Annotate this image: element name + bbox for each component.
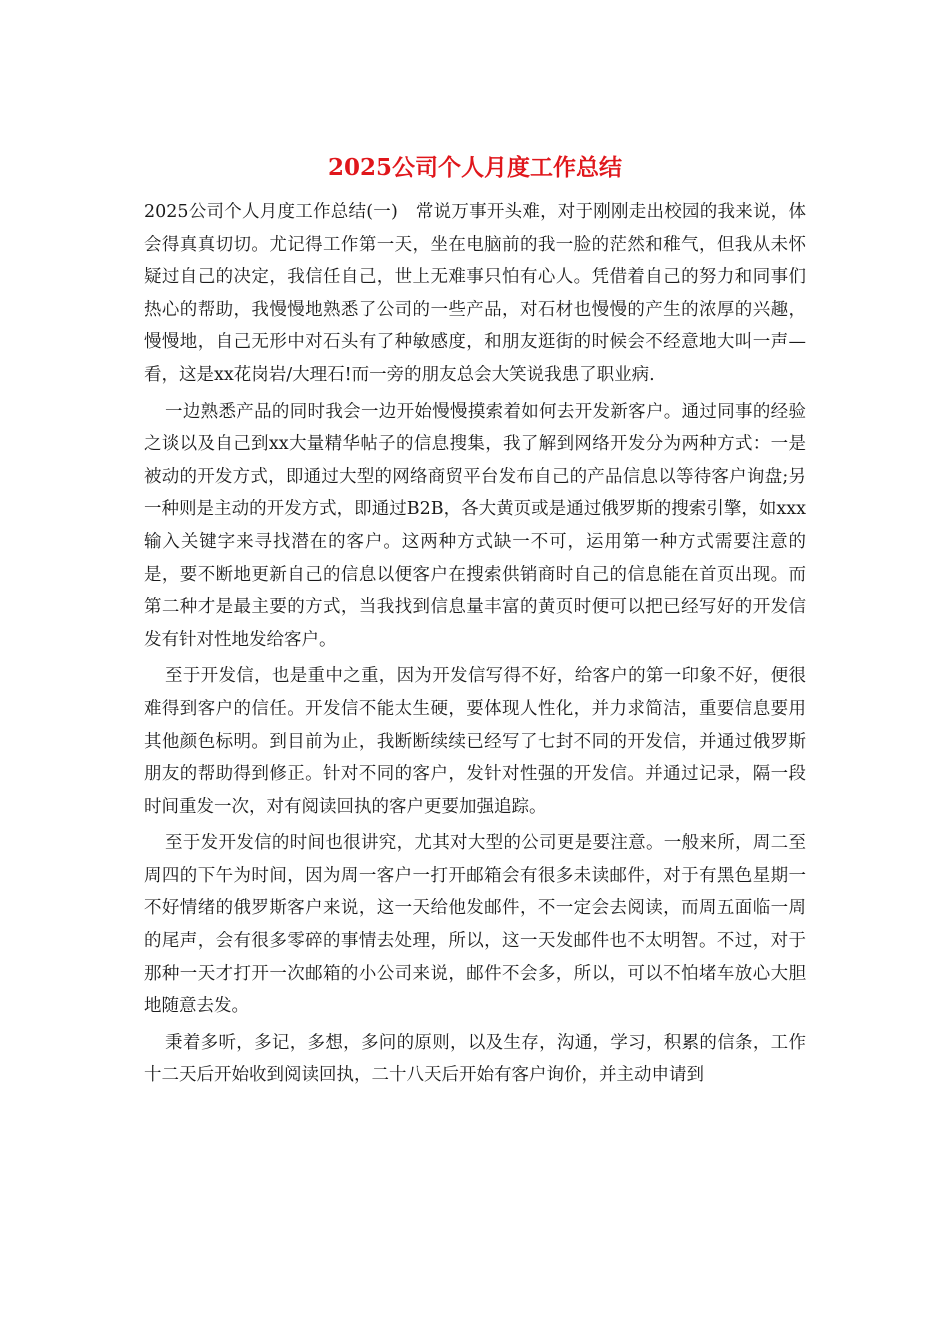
document-body — [144, 196, 806, 1096]
paragraph-1: 2025公司个人月度工作总结(一) 常说万事开头难，对于刚刚走出校园的我来说，体会得真真切切。尤记得工作第一天，坐在电脑前的我一脸的茫然和稚气，但我从未怀疑过自己的决定，我信任自己，世上无难事只怕有心人。凭借着自己的努力和同事们热心的帮助，我慢慢地熟悉了公司的一些产品，对石材也慢慢的产生的浓厚的兴趣，慢慢地，自己无形中对石头有了种敏感度，和朋友逛街的时候会不经意地大叫一声—看，这是xx花岗岩/大理石!而一旁的朋友总会大笑说我患了职业病. — [144, 202, 806, 385]
paragraph-5: 秉着多听，多记，多想，多问的原则，以及生存，沟通，学习，积累的信条，工作十二天后开始收到阅读回执，二十八天后开始有客户询价，并主动申请到 — [144, 1032, 806, 1086]
document-title: 2025公司个人月度工作总结 — [327, 154, 622, 181]
paragraph-3: 至于开发信，也是重中之重，因为开发信写得不好，给客户的第一印象不好，便很难得到客户的信任。开发信不能太生硬，要体现人性化，并力求简洁，重要信息要用其他颜色标明。到目前为止，我断断续续已经写了七封不同的开发信，并通过俄罗斯朋友的帮助得到修正。针对不同的客户，发针对性强的开发信。并通过记录，隔一段时间重发一次，对有阅读回执的客户更要加强追踪。 — [144, 666, 806, 817]
paragraph-2: 一边熟悉产品的同时我会一边开始慢慢摸索着如何去开发新客户。通过同事的经验之谈以及自己到xx大量精华帖子的信息搜集，我了解到网络开发分为两种方式：一是被动的开发方式，即通过大型的网络商贸平台发布自己的产品信息以等待客户询盘;另一种则是主动的开发方式，即通过B2B，各大黄页或是通过俄罗斯的搜索引擎，如xxx输入关键字来寻找潜在的客户。这两种方式缺一不可，运用第一种方式需要注意的是，要不断地更新自己的信息以便客户在搜索供销商时自己的信息能在首页出现。而第二种才是最主要的方式，当我找到信息量丰富的黄页时便可以把已经写好的开发信发有针对性地发给客户。 — [144, 401, 806, 650]
paragraph-4: 至于发开发信的时间也很讲究，尤其对大型的公司更是要注意。一般来所，周二至周四的下午为时间，因为周一客户一打开邮箱会有很多未读邮件，对于有黑色星期一不好情绪的俄罗斯客户来说，这一天给他发邮件，不一定会去阅读，而周五面临一周的尾声，会有很多零碎的事情去处理，所以，这一天发邮件也不太明智。不过，对于那种一天才打开一次邮箱的小公司来说，邮件不会多，所以，可以不怕堵车放心大胆地随意去发。 — [144, 833, 806, 1017]
